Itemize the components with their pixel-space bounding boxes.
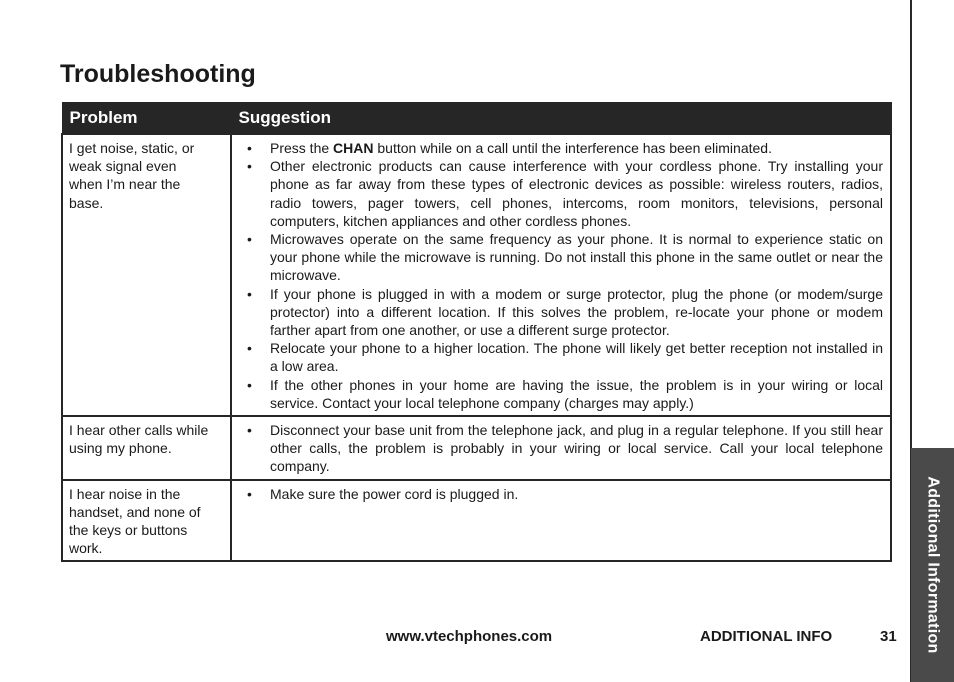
suggestion-item: • Microwaves operate on the same frequency as your phone. It is normal to experience static on your phone while the microwave is running. Do not install this phone in the same outlet or near the microwave. [239, 230, 883, 285]
suggestion-item: • If your phone is plugged in with a modem or surge protector, plug the phone (or modem/surge protector) into a different location. If this solves the problem, re-locate your phone or modem farther apart from one another, or use a different surge protector. [239, 285, 883, 340]
suggestion-text: button while on a call until the interference has been eliminated. [373, 140, 772, 156]
table-row [62, 134, 891, 416]
header-problem: Problem [62, 103, 231, 135]
page-title: Troubleshooting [60, 60, 256, 88]
footer-section-label: ADDITIONAL INFO [700, 628, 833, 645]
suggestion-item: • Other electronic products can cause interference with your cordless phone. Try installing your phone as far away from these types of electronic devices as possible: wireless routers, radios, radio towers, pager towers, cell phones, intercoms, room monitors, televisions, personal computers, kitchen appliances and other cordless phones. [239, 157, 883, 230]
suggestion-item: • Relocate your phone to a higher location. The phone will likely get better reception not installed in a low area. [239, 339, 883, 375]
troubleshooting-table [61, 102, 892, 562]
suggestion-item [239, 139, 883, 157]
header-suggestion: Suggestion [231, 103, 891, 135]
table-row [62, 416, 891, 480]
problem-text: I hear other calls while using my phone. [69, 422, 209, 457]
chan-button-label: CHAN [333, 140, 374, 156]
suggestion-item: • Disconnect your base unit from the telephone jack, and plug in a regular telephone. If you still hear other calls, the problem is probably in your wiring or local service. Call your local telephone company. [239, 421, 883, 476]
problem-cell [62, 134, 231, 416]
suggestion-cell [231, 480, 891, 562]
suggestion-cell [231, 416, 891, 480]
page-number: 31 [880, 628, 897, 645]
problem-text: I hear noise in the handset, and none of the keys or buttons work. [69, 485, 201, 557]
problem-cell [62, 416, 231, 480]
side-tab-label-wrap [911, 448, 954, 682]
suggestion-list [239, 139, 883, 412]
suggestion-list [239, 485, 883, 503]
suggestion-list [239, 421, 883, 476]
footer-url: www.vtechphones.com [386, 628, 553, 645]
table-header-row [62, 103, 891, 135]
suggestion-item: • If the other phones in your home are having the issue, the problem is in your wiring or local service. Contact your local telephone company (charges may apply.) [239, 376, 883, 412]
suggestion-text: Press the [270, 140, 334, 156]
suggestion-cell [231, 134, 891, 416]
table-row [62, 480, 891, 562]
suggestion-item: • Make sure the power cord is plugged in. [239, 485, 883, 503]
problem-cell [62, 480, 231, 562]
problem-text: I get noise, static, or weak signal even when I’m near the base. [69, 140, 195, 211]
side-tab-label: Additional Information [924, 476, 942, 654]
